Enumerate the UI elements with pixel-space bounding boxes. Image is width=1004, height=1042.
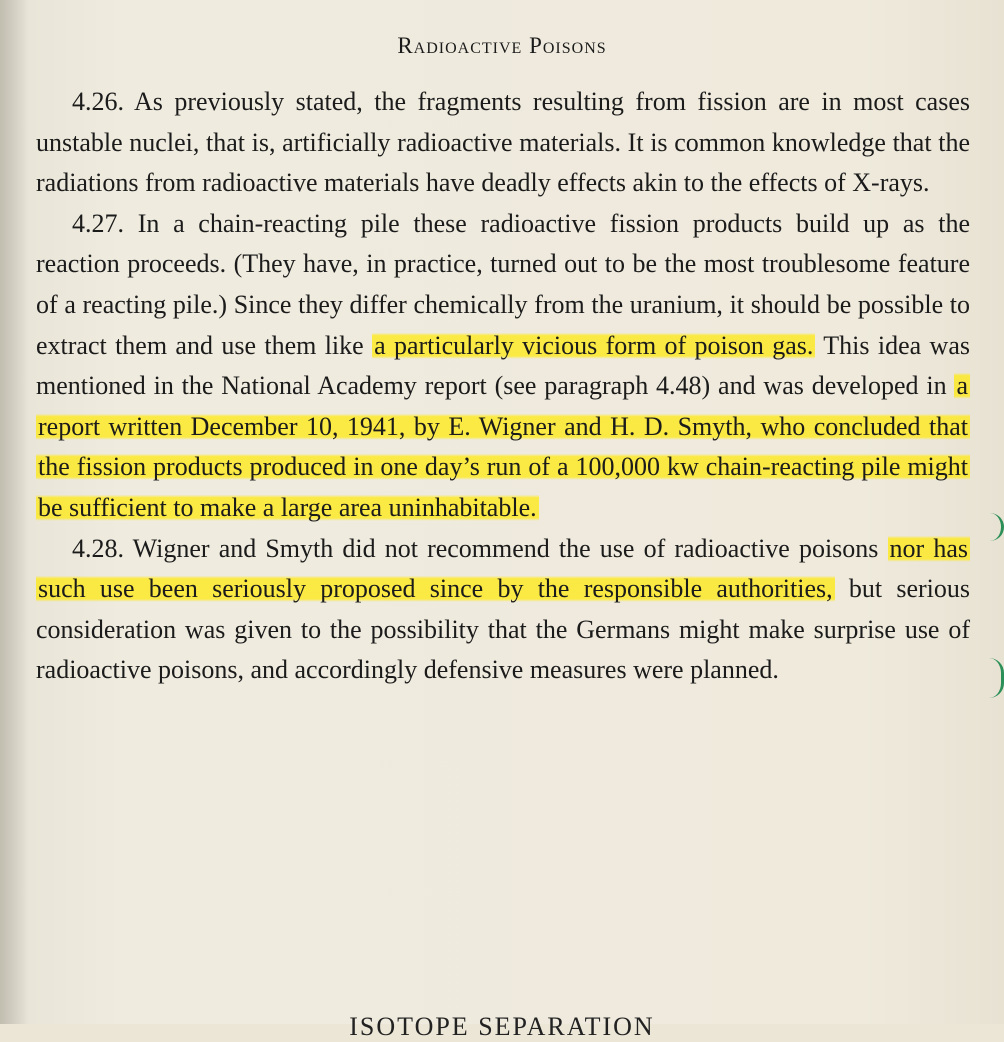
margin-pen-mark	[989, 658, 1004, 698]
section-title-p: P	[529, 33, 543, 58]
highlighted-text: nor has such use been seriously proposed since by the responsible authorities,	[38, 533, 968, 604]
text-run: 4.28. Wigner and Smyth did not recommend the use of radioactive poisons	[72, 533, 888, 563]
highlighted-text: a particularly vicious form of poison gas.	[374, 330, 814, 360]
body-text	[36, 82, 970, 691]
section-title-rest-2: oisons	[542, 33, 607, 58]
highlighted-text: a report written December 10, 1941, by E. Wigner and H. D. Smyth, who concluded that the fission products produced in one day’s run of a 100,000 kw chain-reacting pile might be sufficient to make a large area uninhabitable.	[38, 371, 968, 522]
text-run: 4.26. As previously stated, the fragments resulting from fission are in most cases unstable nuclei, that is, artificially radioactive materials. It is common knowledge that the radiations from radioactive materials have deadly effects akin to the effects of X-rays.	[36, 87, 970, 198]
section-title-r: R	[397, 33, 414, 58]
paragraph	[36, 82, 970, 204]
next-section-heading: ISOTOPE SEPARATION	[349, 1012, 655, 1041]
margin-pen-mark	[985, 513, 1004, 541]
text-run: 4.27. In a chain-reacting pile these radioactive fission products build up as the reaction proceeds. (They have, in practice, turned out to be the most troublesome feature of a reacting pile.) Since they differ chemically from the uranium, it should be possible to extract them and use them like	[36, 208, 970, 360]
section-title-rest-1: adioactive	[413, 33, 530, 58]
paragraph	[36, 529, 970, 691]
section-title	[0, 33, 1004, 59]
text-run: but serious consideration was given to the possibility that the Germans might make surprise use of radioactive poisons, and accordingly defensive measures were planned.	[36, 574, 971, 685]
text-run: This idea was mentioned in the National Academy report (see paragraph 4.48) and was developed in	[36, 330, 970, 401]
paragraph	[36, 204, 970, 529]
binding-shadow	[0, 0, 28, 1024]
